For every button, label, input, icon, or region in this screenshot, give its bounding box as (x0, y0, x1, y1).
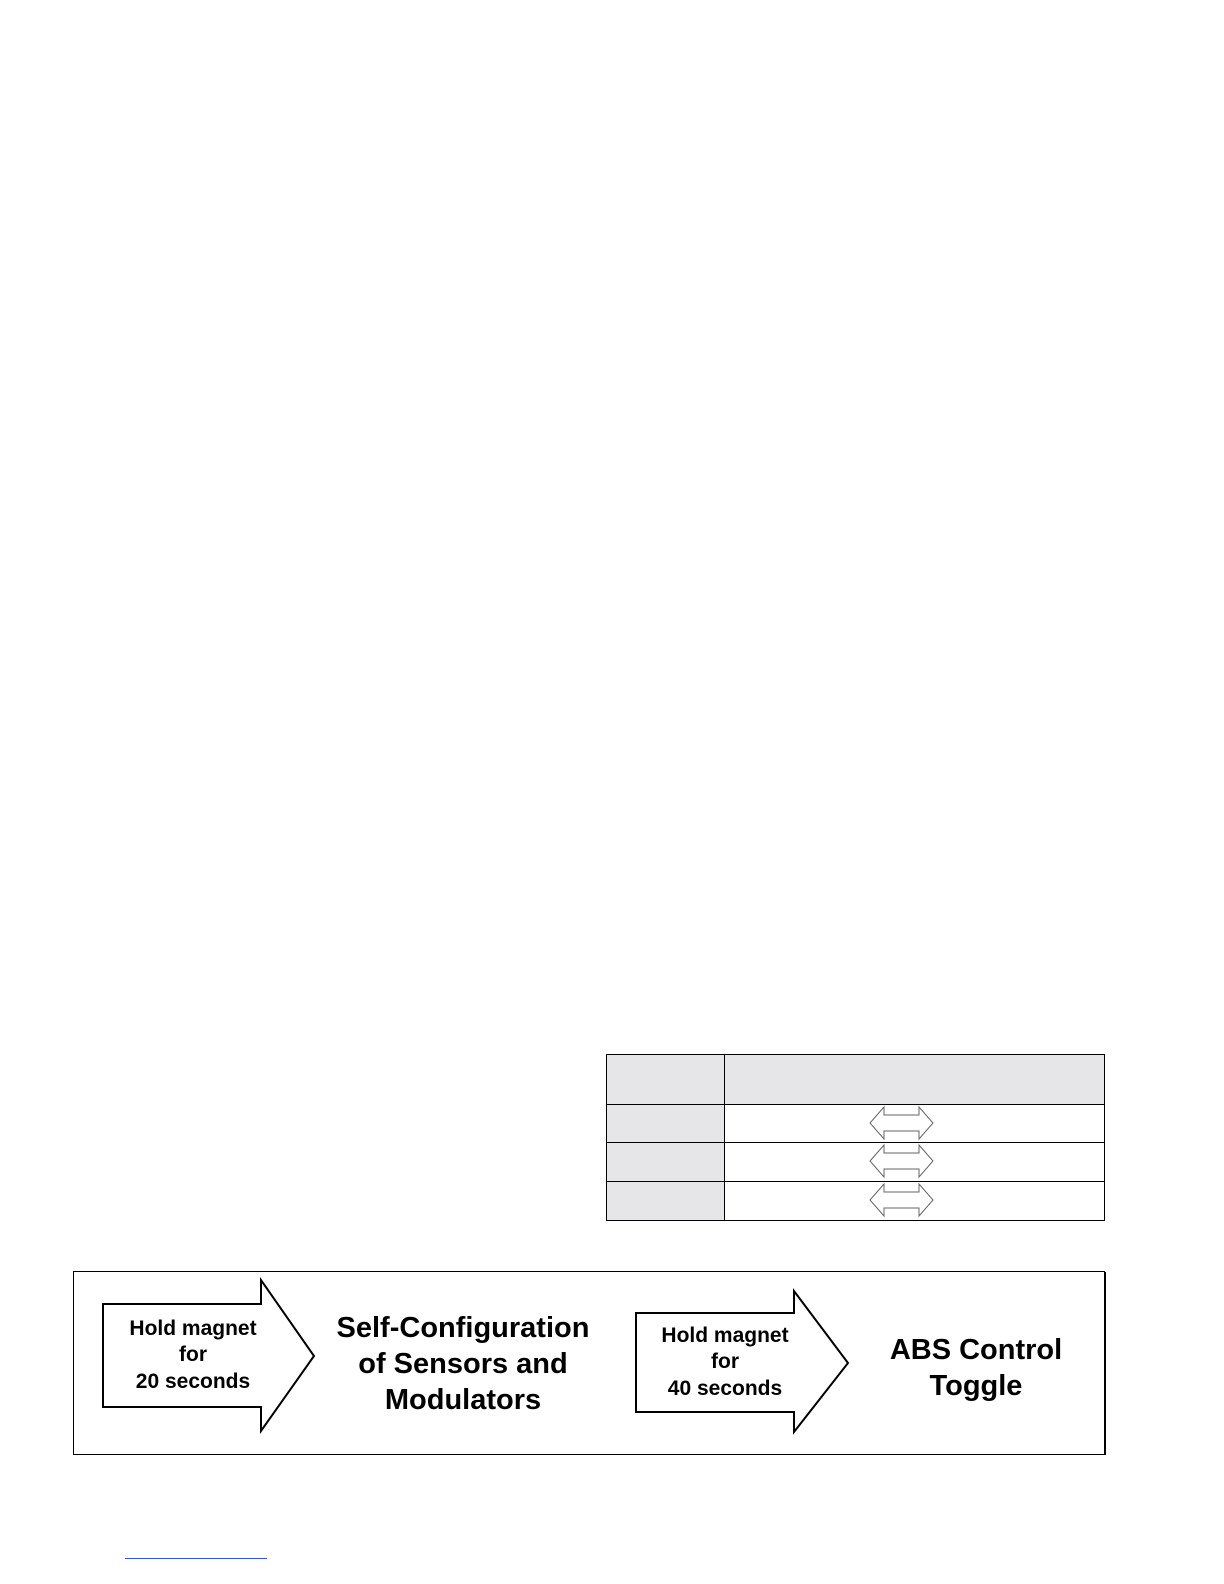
arrow-label-line: 20 seconds (135, 1370, 251, 1393)
arrow-label-line: Hold magnet (661, 1324, 789, 1347)
result-label-line: ABS Control (889, 1334, 1063, 1366)
table-left-column (607, 1105, 725, 1221)
arrow-label-line: 40 seconds (667, 1377, 783, 1400)
footer-link-underline[interactable] (125, 1558, 267, 1559)
double-arrow-icon (870, 1106, 933, 1139)
double-arrow-icon (870, 1184, 933, 1216)
state-table (606, 1054, 1105, 1221)
arrow-label-line: Hold magnet (129, 1317, 257, 1340)
table-header-row (607, 1055, 1105, 1105)
result-label-line: Self-Configuration (336, 1312, 590, 1344)
double-arrow-icon (870, 1145, 933, 1177)
arrow-label-line: for (179, 1343, 207, 1366)
arrow-label-line: for (711, 1350, 739, 1373)
result-label-line: of Sensors and (358, 1348, 568, 1380)
magnet-flow-diagram (73, 1271, 1106, 1456)
result-label-line: Toggle (929, 1370, 1023, 1402)
result-label-line: Modulators (384, 1384, 542, 1416)
